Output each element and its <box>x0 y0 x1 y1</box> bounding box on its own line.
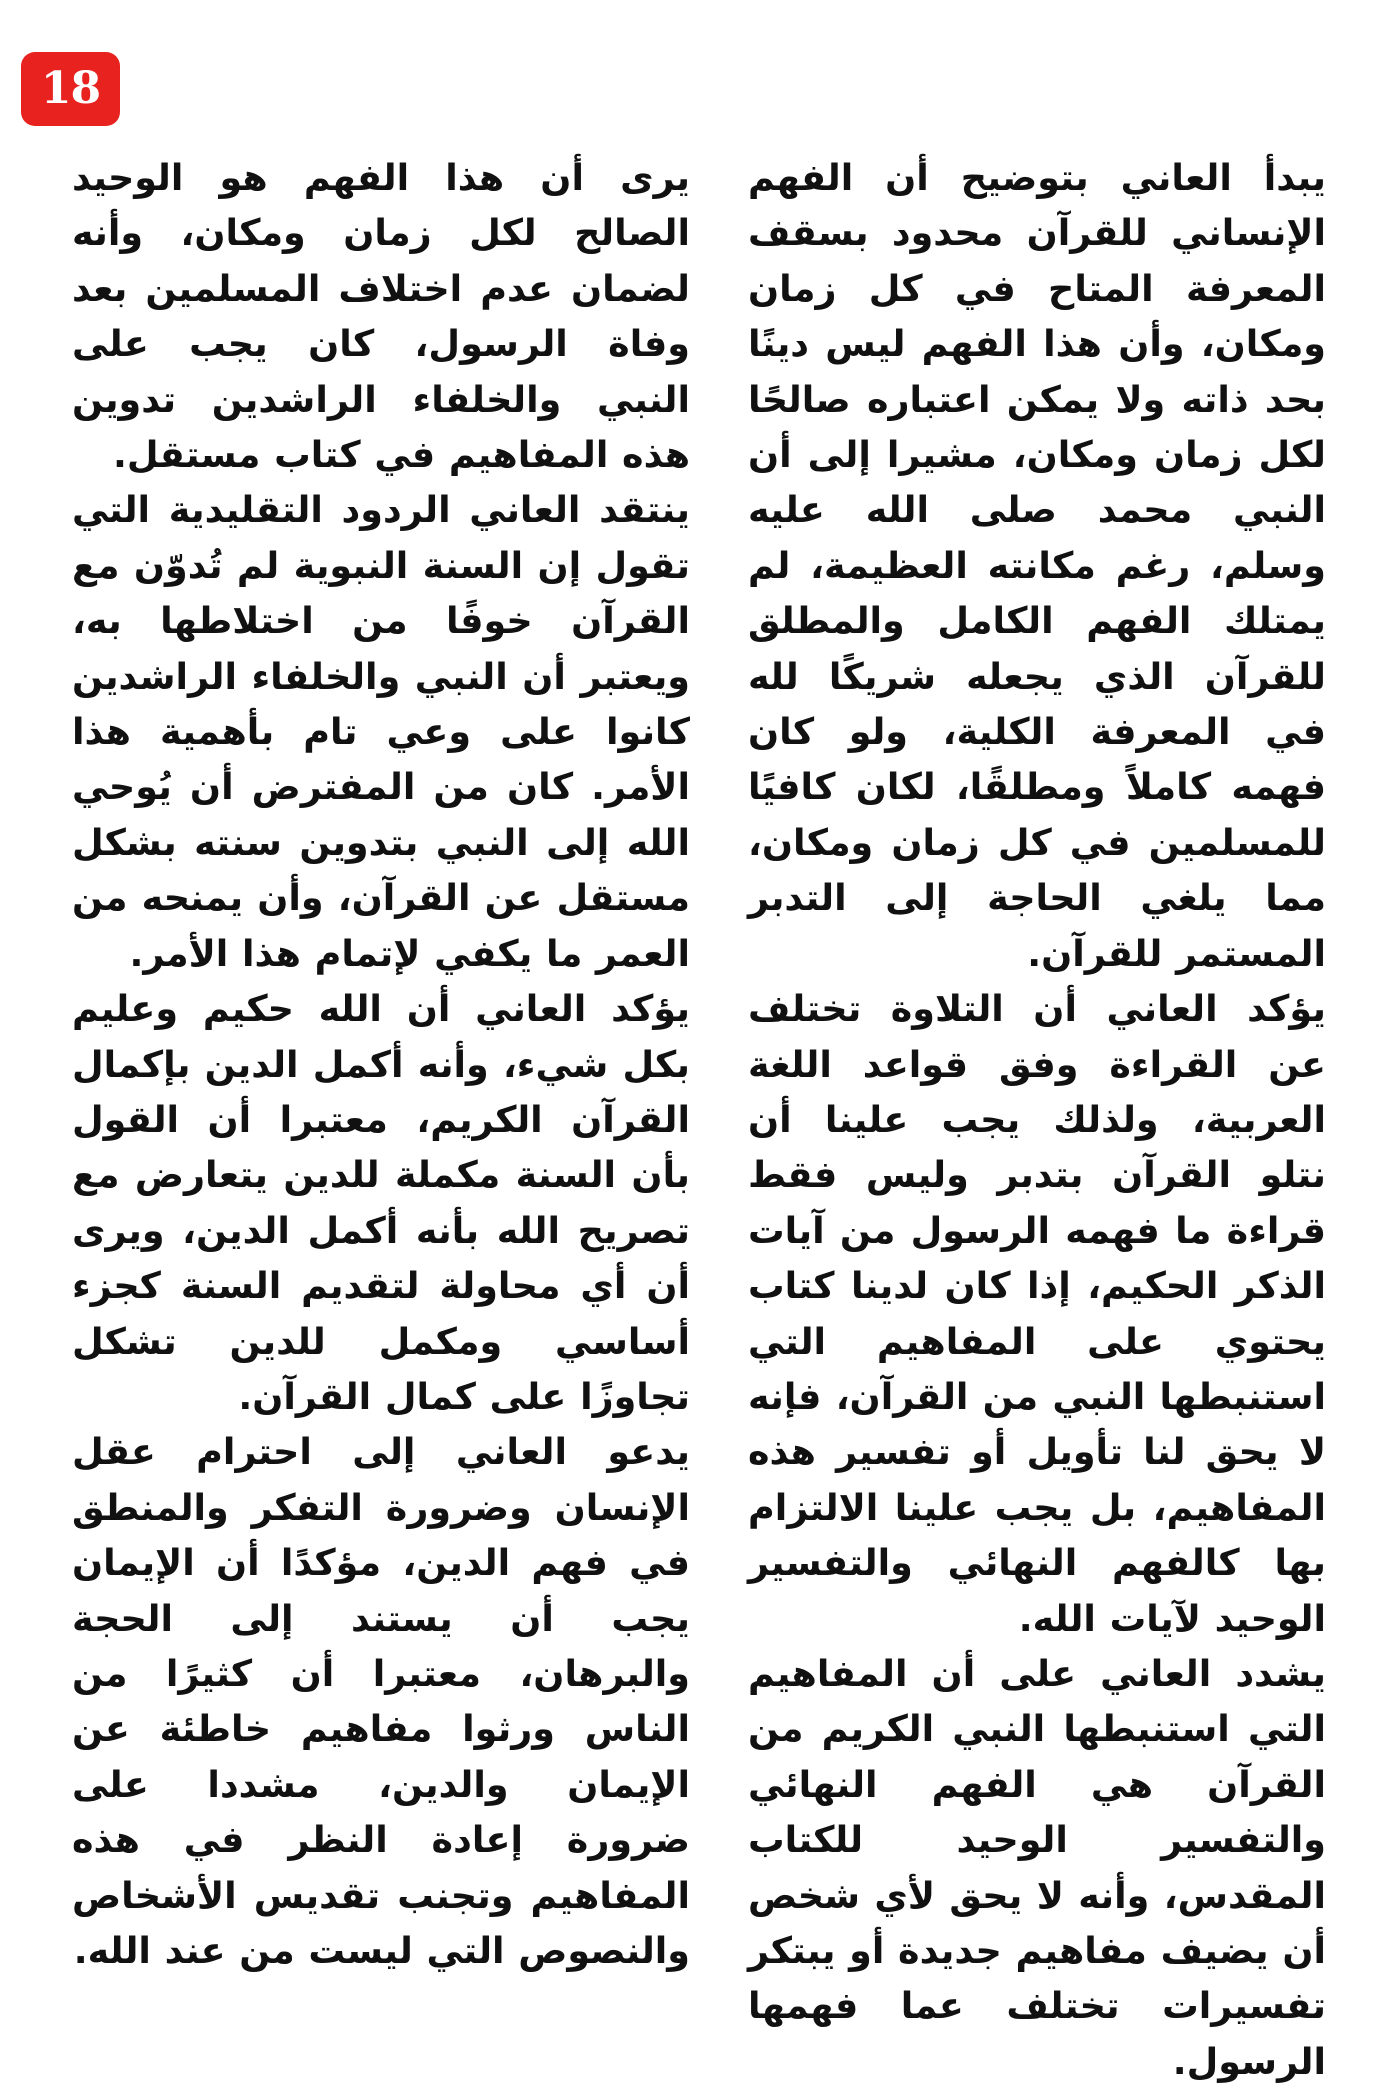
article-column-right <box>748 150 1326 2089</box>
article-column-left <box>72 150 690 1978</box>
paragraph: يؤكد العاني أن الله حكيم وعليم بكل شيء، وأنه أكمل الدين بإكمال القرآن الكريم، معتبرا أن القول بأن السنة مكملة للدين يتعارض مع تصريح الله بأنه أكمل الدين، ويرى أن أي محاولة لتقديم السنة كجزء أساسي ومكمل للدين تشكل تجاوزًا على كمال القرآن. <box>72 987 690 1418</box>
paragraph: يشدد العاني على أن المفاهيم التي استنبطها النبي الكريم من القرآن هي الفهم النهائي والتفسير الوحيد للكتاب المقدس، وأنه لا يحق لأي شخص أن يضيف مفاهيم جديدة أو يبتكر تفسيرات تختلف عما فهمها الرسول. <box>747 1651 1326 2083</box>
paragraph: يؤكد العاني أن التلاوة تختلف عن القراءة وفق قواعد اللغة العربية، ولذلك يجب علينا أن نتلو القرآن بتدبر وليس فقط قراءة ما فهمه الرسول من آيات الذكر الحكيم، إذا كان لدينا كتاب يحتوي على المفاهيم التي استنبطها النبي من القرآن، فإنه لا يحق لنا تأويل أو تفسير هذه المفاهيم، بل يجب علينا الالتزام بها كالفهم النهائي والتفسير الوحيد لآيات الله. <box>748 987 1326 1640</box>
paragraph: ينتقد العاني الردود التقليدية التي تقول إن السنة النبوية لم تُدوّن مع القرآن خوفًا من اختلاطها به، ويعتبر أن النبي والخلفاء الراشدين كانوا على وعي تام بأهمية هذا الأمر. كان من المفترض أن يُوحي الله إلى النبي بتدوين سنته بشكل مستقل عن القرآن، وأن يمنحه من العمر ما يكفي لإتمام هذا الأمر. <box>72 488 690 975</box>
paragraph: يرى أن هذا الفهم هو الوحيد الصالح لكل زمان ومكان، وأنه لضمان عدم اختلاف المسلمين بعد وفاة الرسول، كان يجب على النبي والخلفاء الراشدين تدوين هذه المفاهيم في كتاب مستقل. <box>72 156 690 477</box>
paragraph: يبدأ العاني بتوضيح أن الفهم الإنساني للقرآن محدود بسقف المعرفة المتاح في كل زمان ومكان، وأن هذا الفهم ليس دينًا بحد ذاته ولا يمكن اعتباره صالحًا لكل زمان ومكان، مشيرا إلى أن النبي محمد صلى الله عليه وسلم، رغم مكانته العظيمة، لم يمتلك الفهم الكامل والمطلق للقرآن الذي يجعله شريكًا لله في المعرفة الكلية، ولو كان فهمه كاملاً ومطلقًا، لكان كافيًا للمسلمين في كل زمان ومكان، مما يلغي الحاجة إلى التدبر المستمر للقرآن. <box>748 156 1326 975</box>
paragraph: يدعو العاني إلى احترام عقل الإنسان وضرورة التفكر والمنطق في فهم الدين، مؤكدًا أن الإيمان يجب أن يستند إلى الحجة والبرهان، معتبرا أن كثيرًا من الناس ورثوا مفاهيم خاطئة عن الإيمان والدين، مشددا على ضرورة إعادة النظر في هذه المفاهيم وتجنب تقديس الأشخاص والنصوص التي ليست من عند الله. <box>72 1430 690 1972</box>
page-number-badge: 18 <box>21 52 120 126</box>
